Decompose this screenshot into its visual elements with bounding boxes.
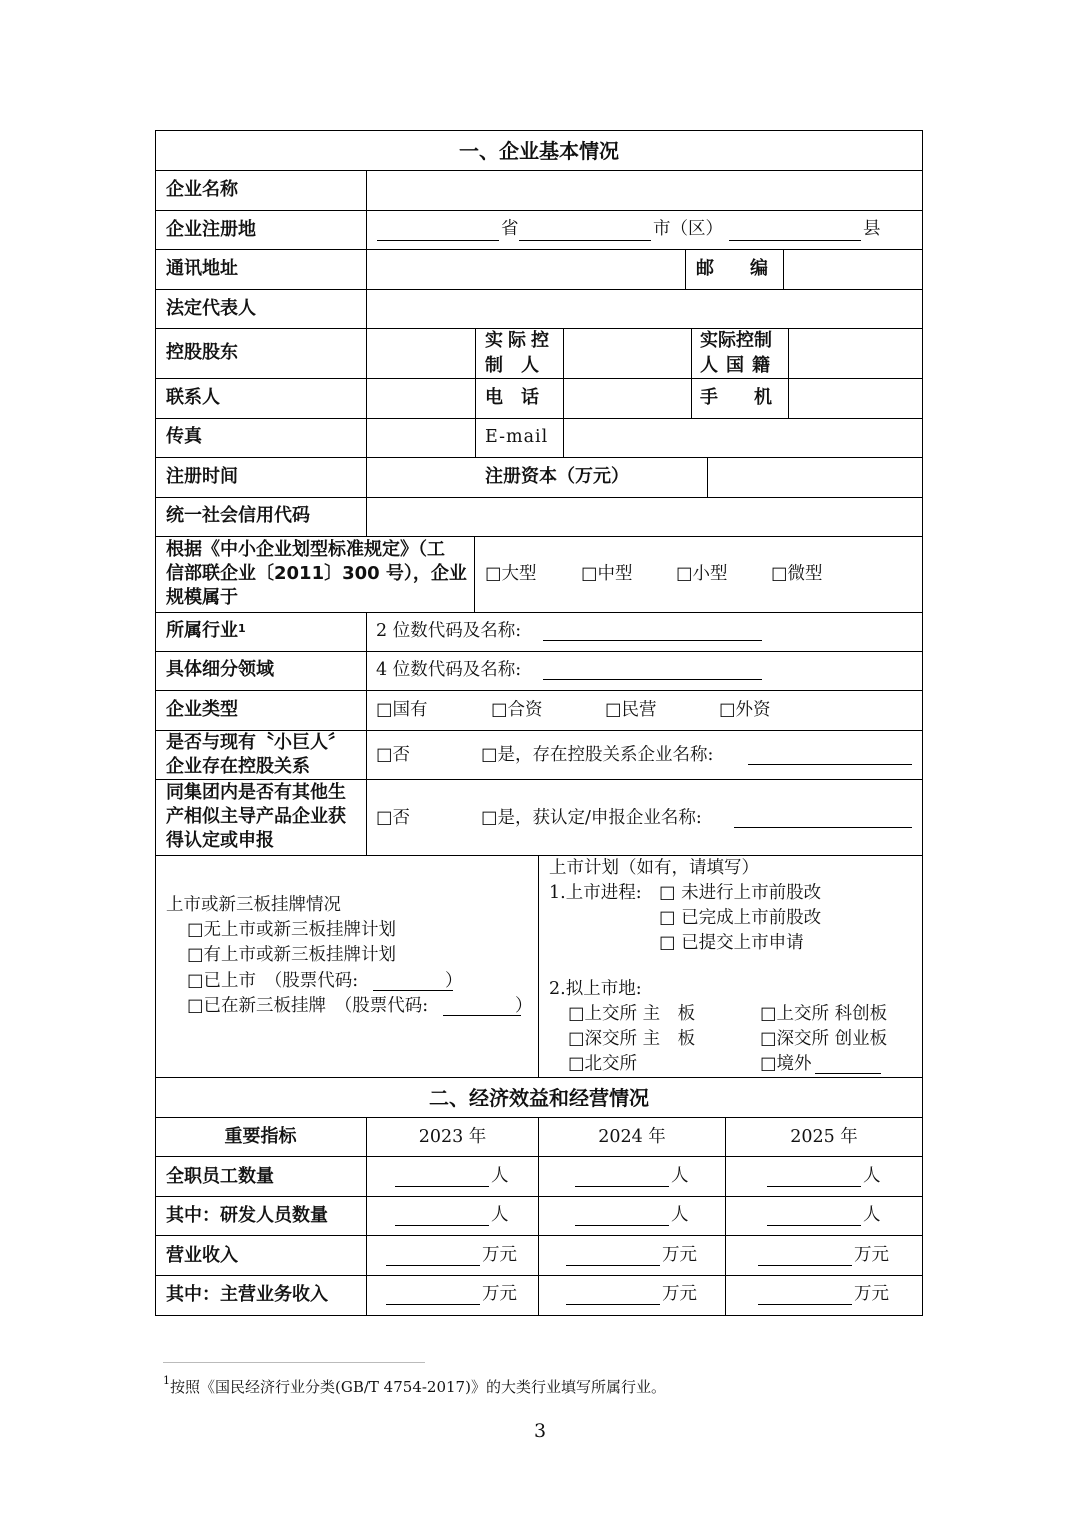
listing-plan-title: 上市计划（如有，请填写） [549,858,759,878]
industry-label: 所属行业$^1$ [166,620,246,641]
venue-szse-chinext[interactable]: □深交所 创业板 [760,1029,888,1049]
industry-code-label: 2 位数代码及名称: [376,621,522,641]
mobile-field[interactable] [789,379,922,418]
fax-field[interactable] [367,419,475,457]
row-divider [155,210,923,211]
revenue-2025-field[interactable] [758,1265,852,1266]
phone-field[interactable] [564,379,691,418]
registration-date-label: 注册时间 [166,466,238,487]
fax-label: 传真 [166,426,202,447]
listed-close: ） [445,971,463,991]
row-divider [155,536,923,537]
group-label: 产相似主导产品企业获 [166,806,346,827]
main-revenue-2025-field[interactable] [758,1304,852,1305]
venue-bse[interactable]: □北交所 [568,1054,638,1074]
venue-szse-main[interactable]: □深交所 主 板 [568,1029,696,1049]
province-label: 省 [501,219,519,239]
little-giant-name-field[interactable] [748,764,912,765]
listing-option-listed[interactable]: □已上市 （股票代码: [187,971,359,991]
type-option-private[interactable]: □民营 [605,700,657,720]
group-no[interactable]: □否 [376,808,411,828]
revenue-2023-field[interactable] [386,1265,480,1266]
credit-code-label: 统一社会信用代码 [166,505,310,526]
col-divider [691,328,692,418]
type-option-foreign[interactable]: □外资 [719,700,771,720]
type-option-jv[interactable]: □合资 [491,700,543,720]
controller-nationality-label: 实际控制 [700,330,772,351]
unit-label: 万元 [662,1245,697,1265]
indicator-header: 重要指标 [224,1126,297,1147]
registered-location-label: 企业注册地 [166,219,256,240]
enterprise-type-label: 企业类型 [166,699,238,720]
controlling-shareholder-label: 控股股东 [166,342,238,363]
venue-sse-star[interactable]: □上交所 科创板 [760,1004,888,1024]
actual-controller-label: 实际控 [485,330,554,351]
listing-status-title: 上市或新三板挂牌情况 [166,895,341,915]
stock-code-field[interactable] [373,990,453,991]
row-divider [155,1275,923,1276]
sub-sector-code-label: 4 位数代码及名称: [376,660,522,680]
progress-option-submitted[interactable]: □ 已提交上市申请 [659,933,804,953]
col-divider [475,328,476,457]
unit-label: 人 [671,1166,689,1186]
little-giant-yes[interactable]: □是，存在控股关系企业名称: [481,745,714,765]
listing-progress-label: 1.上市进程: [549,883,642,903]
city-label: 市（区） [653,219,723,239]
unit-label: 人 [671,1205,689,1225]
row-divider [155,1117,923,1118]
actual-controller-label: 制 人 [485,355,539,376]
email-label: E-mail [485,427,549,447]
unit-label: 万元 [482,1245,517,1265]
row-divider [155,730,923,731]
progress-option-reformed[interactable]: □ 已完成上市前股改 [659,908,822,928]
group-name-field[interactable] [734,827,912,828]
contact-person-label: 联系人 [166,387,220,408]
year-header: 2025 年 [790,1127,858,1147]
listing-option-planned[interactable]: □有上市或新三板挂牌计划 [187,945,397,965]
mobile-label: 手 机 [700,387,772,408]
row-divider [155,1235,923,1236]
legal-representative-label: 法定代表人 [166,298,256,319]
registered-capital-label: 注册资本（万元） [485,466,629,487]
little-giant-label: 企业存在控股关系 [166,756,310,777]
address-field[interactable] [367,250,685,289]
row-divider [155,1077,923,1078]
credit-code-field[interactable] [367,498,922,536]
row-divider [155,779,923,780]
controlling-shareholder-field[interactable] [367,329,475,378]
neeq-code-field[interactable] [443,1015,521,1016]
page-number: 3 [533,1420,547,1442]
footnote-marker: 1 [163,1374,170,1387]
contact-person-field[interactable] [367,379,475,418]
unit-label: 万元 [482,1284,517,1304]
venue-sse-main[interactable]: □上交所 主 板 [568,1004,696,1024]
enterprise-scale-label: 信部联企业〔2011〕300 号），企业 [166,563,467,584]
unit-label: 万元 [662,1284,697,1304]
rd-staff-2023-field[interactable] [395,1225,489,1226]
venue-overseas[interactable]: □境外 [760,1054,812,1074]
scale-option-small[interactable]: □小型 [676,564,728,584]
col-divider [538,855,539,1077]
rd-staff-2025-field[interactable] [767,1225,861,1226]
row-divider [155,690,923,691]
company-name-label: 企业名称 [166,179,238,200]
progress-option-no-reform[interactable]: □ 未进行上市前股改 [659,883,822,903]
phone-label: 电 话 [485,387,539,408]
year-header: 2023 年 [418,1127,487,1147]
col-divider [474,536,475,612]
section-title: 一、企业基本情况 [459,139,619,163]
row-label: 其中：研发人员数量 [166,1205,328,1226]
listing-option-neeq[interactable]: □已在新三板挂牌 （股票代码: [187,996,429,1016]
listing-option-none[interactable]: □无上市或新三板挂牌计划 [187,920,397,940]
scale-option-large[interactable]: □大型 [485,564,537,584]
scale-option-micro[interactable]: □微型 [771,564,823,584]
registered-capital-field[interactable] [708,458,922,497]
legal-representative-field[interactable] [367,290,922,328]
footnote-separator [163,1362,425,1363]
row-divider [155,1196,923,1197]
controller-nationality-field[interactable] [789,329,922,378]
main-revenue-2024-field[interactable] [566,1304,660,1305]
unit-label: 人 [863,1166,881,1186]
row-label: 营业收入 [166,1245,238,1266]
row-divider [155,651,923,652]
county-label: 县 [863,219,881,239]
neeq-close: ） [515,996,533,1016]
postcode-label: 邮 编 [696,258,768,279]
footnote-marker: 1 [238,622,246,635]
row-divider [155,855,923,856]
industry-code-field[interactable] [543,640,762,641]
group-yes[interactable]: □是，获认定/申报企业名称: [481,808,702,828]
unit-label: 人 [863,1205,881,1225]
employees-2023-field[interactable] [395,1186,489,1187]
year-header: 2024 年 [598,1127,666,1147]
table-border [922,130,923,1315]
main-revenue-2023-field[interactable] [386,1304,480,1305]
sub-sector-code-field[interactable] [543,679,762,680]
registration-date-field[interactable] [367,458,475,497]
row-divider [155,612,923,613]
footnote [163,1376,666,1397]
enterprise-info-form [155,130,923,1315]
section-title: 二、经济效益和经营情况 [429,1086,649,1110]
address-label: 通讯地址 [166,258,238,279]
employees-2025-field[interactable] [767,1186,861,1187]
controller-nationality-label: 人国籍 [700,355,778,376]
scale-option-medium[interactable]: □中型 [581,564,633,584]
col-divider [685,249,686,289]
little-giant-label: 是否与现有〝小巨人〞 [166,732,346,753]
footnote-text: 按照《国民经济行业分类(GB/T 4754-2017)》的大类行业填写所属行业。 [170,1378,666,1396]
employees-2024-field[interactable] [575,1186,669,1187]
province-field[interactable] [377,240,499,241]
company-name-field[interactable] [367,171,922,210]
city-field[interactable] [519,240,651,241]
unit-label: 万元 [854,1245,889,1265]
sub-sector-label: 具体细分领域 [166,659,274,680]
unit-label: 人 [491,1166,509,1186]
group-label: 同集团内是否有其他生 [166,782,346,803]
col-divider [366,612,367,856]
little-giant-no[interactable]: □否 [376,745,411,765]
unit-label: 人 [491,1205,509,1225]
type-option-state[interactable]: □国有 [376,700,428,720]
overseas-venue-field[interactable] [815,1073,881,1074]
table-border [155,1315,923,1316]
county-field[interactable] [729,240,861,241]
table-border [155,130,923,131]
email-field[interactable] [564,419,922,457]
actual-controller-field[interactable] [564,329,691,378]
postcode-field[interactable] [784,250,922,289]
row-divider [155,1156,923,1157]
rd-staff-2024-field[interactable] [575,1225,669,1226]
enterprise-scale-label: 根据《中小企业划型标准规定》（工 [166,539,445,560]
revenue-2024-field[interactable] [566,1265,660,1266]
group-label: 得认定或申报 [166,830,274,851]
unit-label: 万元 [854,1284,889,1304]
enterprise-scale-label: 规模属于 [166,587,238,608]
listing-venue-label: 2.拟上市地: [549,979,642,999]
row-label: 其中：主营业务收入 [166,1284,328,1305]
row-label: 全职员工数量 [166,1166,274,1187]
